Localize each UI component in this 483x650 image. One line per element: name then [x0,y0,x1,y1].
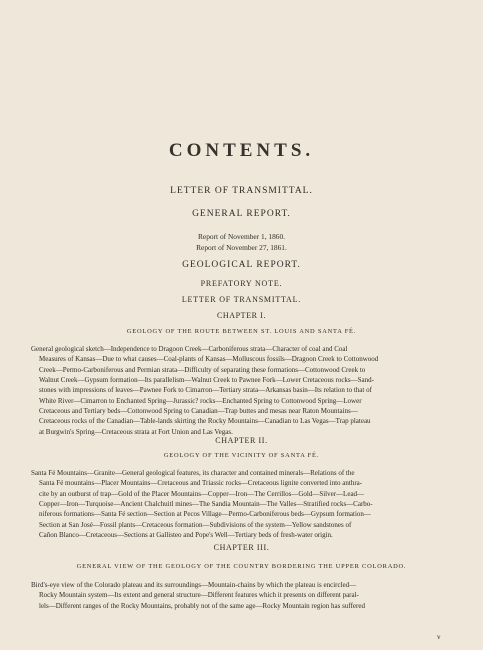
heading-prefatory-note: PREFATORY NOTE. [200,279,283,288]
heading-letter-of-transmittal: LETTER OF TRANSMITTAL. [170,186,313,196]
heading-general-report: GENERAL REPORT. [192,209,291,219]
chapter-subject: GEOLOGY OF THE VICINITY OF SANTA FÉ. [163,452,320,459]
report-line-nov-27: Report of November 27, 1861. [196,243,287,252]
chapter-label: CHAPTER I. [216,311,267,320]
summary-line: Section at San José—Fossil plants—Cretaceous formation—Subdivisions of the system—Yellow sandstones of [39,520,352,529]
summary-line: Copper—Iron—Turquoise—Ancient Chalchuitl mines—The Sandia Mountain—The Valles—Stratified rocks—Carbo- [39,500,373,509]
page-number: v [437,633,441,641]
summary-line: White River—Cimarron to Enchanted Spring—Jurassic? rocks—Enchanted Spring to Cottonwood Spring—Lower [39,396,362,405]
heading-letter-of-transmittal-2: LETTER OF TRANSMITTAL. [181,295,302,304]
summary-line: stones with impressions of leaves—Pawnee Fork to Cimarron—Tertiary strata—Arkansas basin—Its relation to that of [39,386,372,395]
chapter-summary [31,344,453,437]
chapter-subject: GEOLOGY OF THE ROUTE BETWEEN ST. LOUIS AND SANTA FÉ. [126,328,357,335]
summary-line: Santa Fé mountains—Placer Mountains—Cretaceous and Triassic rocks—Cretaceous lignite converted into anthra- [39,479,363,488]
summary-line: lels—Different ranges of the Rocky Mountains, probably not of the same age—Rocky Mountain region has suffered [39,601,365,610]
page-title: CONTENTS. [168,140,315,161]
chapter-summary [31,468,453,540]
chapter-label: CHAPTER III. [213,543,270,552]
summary-line: General geological sketch—Independence to Dragoon Creek—Carboniferous strata—Character of coal and Coal [31,345,348,353]
summary-line: Cañon Blanco—Cretaceous—Sections at Gallisteo and Pope's Well—Tertiary beds of fresh-water origin. [39,531,333,540]
heading-geological-report: GEOLOGICAL REPORT. [182,260,301,270]
chapter-subject: GENERAL VIEW OF THE GEOLOGY OF THE COUNTRY BORDERING THE UPPER COLORADO. [76,563,407,570]
summary-line: Creek—Permo-Carboniferous and Permian strata—Difficulty of separating these formations—Cottonwood Creek to [39,365,366,374]
chapter-summary [31,580,453,611]
summary-line: Bird's-eye view of the Colorado plateau and its surroundings—Mountain-chains by which the plateau is encircled— [31,581,357,589]
summary-line: Measures of Kansas—Due to what causes—Coal-plants of Kansas—Molluscous fossils—Dragoon Creek to Cottonwood [39,355,379,364]
summary-line: Rocky Mountain system—Its extent and general structure—Different features which it presents on different paral- [39,591,359,600]
chapter-label: CHAPTER II. [215,436,268,445]
summary-line: Cretaceous and Tertiary beds—Cottonwood Spring to Canadian—Trap buttes and mesas near Raton Mountains— [39,407,358,416]
summary-line: Walnut Creek—Gypsum formation—Its parallelism—Walnut Creek to Pawnee Fork—Lower Cretaceous rocks—Sand- [39,376,374,385]
summary-line: niferous formations—Santa Fé section—Section at Pecos Village—Permo-Carboniferous beds—Gypsum formation— [39,510,371,519]
summary-line: Santa Fé Mountains—Granite—General geological features, its character and contained minerals—Relations of the [31,469,355,477]
report-line-nov-1: Report of November 1, 1860. [197,232,286,241]
summary-line: at Burgwin's Spring—Cretaceous strata at Fort Union and Las Vegas. [39,427,233,436]
summary-line: Cretaceous rocks of the Canadian—Table-lands skirting the Rocky Mountains—Canadian to Las Vegas—Trap plateau [39,417,371,426]
summary-line: cite by an outburst of trap—Gold of the Placer Mountains—Copper—Iron—The Cerrillos—Gold—Silver—Lead— [39,489,365,498]
